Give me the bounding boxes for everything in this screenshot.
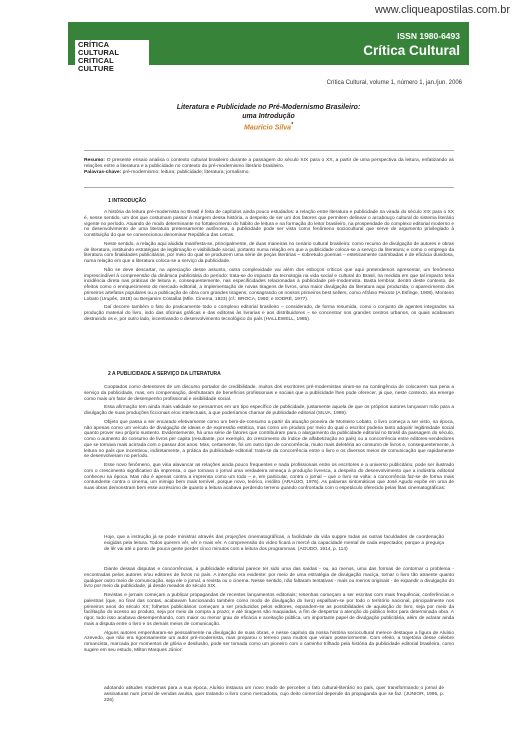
paragraph: Objeto que passa a ser encarado efetivamente como um bem-de-consumo a partir da atuação pioneira de Monteiro Lobato, o livro começa a ser visto, na época, não apenas como um veículo de divulgação de ideias e de expressão estética, mas como um produto por meio do qual o escritor poderia tanto adquirir legitimidade social quanto prover seu próprio sustento. Evidentemente, há uma série de fatores que contribuíram para o alargamento da publicidade editorial no Brasil da passagem do século, como o aumento do consumo de livros per capita (resultante, por exemplo, do crescimento do índice de alfabetização no país) ou a concorrência entre editores-vendedores que se tornava mais acirrada com o passar dos anos. Mas, certamente, foi um outro tipo de concorrência, muito mais deletéria ao consumo de livros e, consequentemente, à leitura no país que incentivou, indiretamente, a prática da publicidade editorial: trata-se da concorrência entre o livro e os diversos meios de comunicação que rapidamente se desenvolveram no período.: [84, 419, 454, 460]
section-heading-introduction: 1 INTRODUÇÃO: [108, 198, 147, 204]
divider-bottom: [84, 187, 454, 188]
block-quote-1: [104, 535, 444, 555]
logo-line-2: CRITICAL CULTURE: [78, 56, 114, 73]
keywords-text: pré-modernismo; leitura; publicidade; literatura; jornalismo.: [122, 170, 250, 175]
quote-text: adotando atitudes modernas para a sua época, Aluísio instaura um novo modo de perceber o fato cultural-literário no país, quer transformando o jornal de assinaturas num jornal de vendas avulsa, quer tratando o livro como mercadoria, cujo deito comercial depende da propaganda que se faz. (JUNIOR, 1995, p. 226): [104, 686, 444, 703]
quote-text: Hoje, que a instrução já se pode ministrar através das projeções cinematográficas, a facilidade da vida suppre todas as outras faculdades de coordenação exigidas pela leitura. Todos querem vêr, vêr e mais vêr. A compreensão do vídeo ficará a mercê da capacidade mental de cada espectador, porque a preguiça de lêr vai até o ponto de pouca gente perder cinco minutos com a leitura dos programmas. (AGUDO, 1914, p. 114): [104, 535, 444, 552]
article-title-line-1: Literatura e Publicidade no Pré-Modernismo Brasileiro:: [176, 104, 361, 111]
block-quote-2: [104, 686, 444, 706]
resumo-label: Resumo:: [84, 158, 105, 163]
paragraph: A história da leitura pré-modernista no Brasil é feita de capítulos ainda pouco estudados: a relação entre literatura e publicidade na virada do século XIX para o XX é, nesse sentido, um dos que costumam passar à margem dessa história, a despeito de ser um dos fatores que permitem delinear o arcabouço cultural do sistema literário vigente no período. Atuando de modo determinante no fortalecimento do hábito de leitura e na formação do leitor brasileiro, na prosperidade do complexo editorial moderno e no desenvolvimento de uma literatura pretensamente autônoma, a publicidade pode ser vista como fenômeno sociocultural que serve de argumento privilegiado à constituição do que se convencionou denominar República das Letras.: [84, 210, 454, 238]
resumo-text: O presente ensaio analisa o contexto cultural brasileiro durante a passagem do século XIX para o XX, a partir de uma perspectiva da leitura, enfatizando as relações entre a literatura e a publicidade no contexto do pré-modernismo literário brasileiro.: [84, 158, 455, 169]
paragraph: Cooptados como detentores de um discurso portador de credibilidade, muitos dos escritores pré-modernistas viram-se na contingência de colocarem sua pena a serviço da publicidade, mas, em compensação, desfrutaram de benefícios profissionais e sociais que a publicidade lhes pode oferecer, já que, neste contexto, ela emerge como mais um fator de desempenho profissional e visibilidade social.: [84, 385, 454, 402]
paragraph: Essa afirmação tem ainda mais validade se pensarmos em um tipo específico de publicidade, justamente aquela de que os próprios autores lançavam mão para a divulgação de suas produções ficcionais e/ou intelectuais, a que poderíamos chamar de publicidade editorial (SILVA, 1999).: [84, 405, 454, 416]
article-author: [68, 121, 469, 132]
citation-line: Crítica Cultural, volume 1, número 1, jan./jun. 2006: [326, 80, 462, 86]
site-url[interactable]: www.cliqueapostilas.com.br: [374, 4, 510, 16]
introduction-body: [84, 210, 454, 326]
keywords-label: Palavras-chave:: [84, 170, 122, 175]
keywords: [84, 170, 454, 176]
paragraph: Alguns autores empenharam-se pessoalmente na divulgação de suas obras, e nesse capítulo da nossa história sociocultural merece destaque a figura de Aluísio Azevedo, que não era rigorosamente um autor pré-modernista, mas preparou o terreno para muitos que viriam posteriormente. Com efeito, a trajetória desse célebre romancista, marcada por momentos de glória e desilusão, pode ser tomada como um pioneiro com o caminho trilhado pela história da publicidade editorial brasileira, como sugere em seu estudo, Milton Marques Júnior:: [84, 630, 454, 653]
section-2-body-continued: [84, 567, 454, 657]
paragraph: Não se deve descartar, na apreciação desse assunto, outra complexidade vai além dos esboços críticos que aqui pretendemos apresentar, um fenômeno imprescindível à compreensão da dinâmica publicitária do período: trata-se do impacto da tecnologia na vida social e cultural do Brasil, na medida em que tal impacto teria incidência direta nas práticas de leitura e, consequentemente, nas especificidades relacionadas à publicidade pré-modernista. Basta lembrar, dentro deste contexto, de efeitos como o enriquecimento do mercado editorial, a implementação de novas tiragens de livros, uma maior divulgação da literatura aqui produzida, o aparecimento dos primeiros artefatos populares ou a publicação de obra com grandes tiragens, consagrando os nossos primeiros best sellers, como Afrânio Peixoto (A Esfinge, 1908), Monteiro Lobato (Urupês, 1918) ou Benjamim Costallat (Mlle. Cinema, 1923) (cf.: BROCA, 1960; e SODRÉ, 1977).: [84, 267, 454, 302]
article-title-line-2: uma Introdução: [242, 112, 295, 120]
paragraph: Daí decorre também o fato do praticamente todo o complexo editorial brasileiro – considerado, de forma resumida, como o conjunto de agentes integrados na produção material do livro, indo das oficinas gráficas e das editoras às livrarias e aos distribuidores – se concentrar nos grandes centros urbanos, os quais acabavam destruindo os e, por outro lado, incentivando o desenvolvimento tecnológico do país (HALLEWELL, 1985).: [84, 305, 454, 322]
paragraph: Diante dessas disputas e concorrências, a publicidade editorial parece ter sido uma das saídas - ou, ao menos, uma das formas de contornar o problema - encontradas pelos autores e/ou editores de livros no país. A intenção era evidente: por meio de uma estratégia de divulgação maciça, tornar o livro tão atraente quanto qualquer outro meio de comunicação, seja ele o jornal, a revista ou o cinema. Nesse sentido, não faltaram tentativas - mais ou menos originais - de expandir a divulgação do livro por meio da publicidade, já desde meados do século XIX.: [84, 567, 454, 590]
logo-line-1: CRÍTICA CULTURAL: [78, 40, 120, 57]
paragraph: Revistas e jornais começam a publicar propagandas de recentes lançamentos editoriais; resenhas começam a ser escritas com mais frequência; conferências e palestras (que, no final das contas, acabavam funcionando também como modo de divulgação do livro) espalham-se por todo o território nacional, principalmente nos primeiros anos do século XX; folhetos publicitários começam a ser produzidos pelos editores, expandem-se as possibilidades de aquisição do livro, seja por meio da facilitação do acesso ao produto, seja por meio da compra a prazo; e até tiragens são maquiadas, a fim de despertar a atenção do público leitor para determinada obra. A rigor, tudo isso acabava desempenhando, com maior ou menor grau de eficácia e aceitação pública, um importante papel de divulgação publicitária, além de aclarar ainda mais a disputa entre o livro e os demais meios de comunicação.: [84, 593, 454, 627]
paragraph: Esse novo fenômeno, que viria alavancar as relações ainda pouco frequentes e nada profissionais entre os escritores e a universo publicitário, pode ser ilustrado com o crescimento significativo da imprensa, o que tornava o jornal uma verdadeira ameaça à produção livresca, a despeito do desenvolvimento que a indústria editorial conheceu na época. Mas não é apenas contra a imprensa como um todo – e, em particular, contra o jornal – que o livro se volta: a concorrência faz-se de forma mais contundente contra o cinema, um inimigo bem mais temível, porque novo, teórico, insólito (ARAÚJO, 1976). As palavras sintomáticas que José Agudo expõe em uma de suas obras demonstram bem esse acréscimo de quanto a leitura acabava perdendo terreno quando confrontada com o espetáculo oferecido pelas fitas cinematográficas:: [84, 463, 454, 491]
journal-logo: [75, 40, 149, 74]
section-2-body: [84, 385, 454, 495]
issn-label: ISSN 1980-6493: [397, 31, 460, 41]
abstract-block: [84, 158, 454, 176]
section-heading-publicidade: 2 A PUBLICIDADE A SERVIÇO DA LITERATURA: [108, 371, 221, 377]
journal-name: Crítica Cultural: [363, 43, 460, 58]
divider-top: [84, 150, 454, 151]
paragraph: Neste sentido, a relação aqui aludida manifesta-se, principalmente, de duas maneiras no cenário cultural brasileiro: como recurso de divulgação de autores e obras de literatura, instituindo estratégias de legitimação e visibilidade social, portanto numa relação em que a publicidade coloca-se a serviço da literatura; e como o emprego da literatura com finalidades publicitárias, por meio do qual se produzem uma série de peças literárias – sobretudo poemas – esteticamente carimbadas e de eficácia duvidosa, numa relação em que a literatura coloca-se a serviço da publicidade.: [84, 241, 454, 264]
article-title-block: [68, 104, 469, 132]
author-footnote-mark: *: [291, 122, 294, 128]
author-name: Maurício Silva: [243, 124, 292, 132]
resumo: [84, 158, 454, 170]
